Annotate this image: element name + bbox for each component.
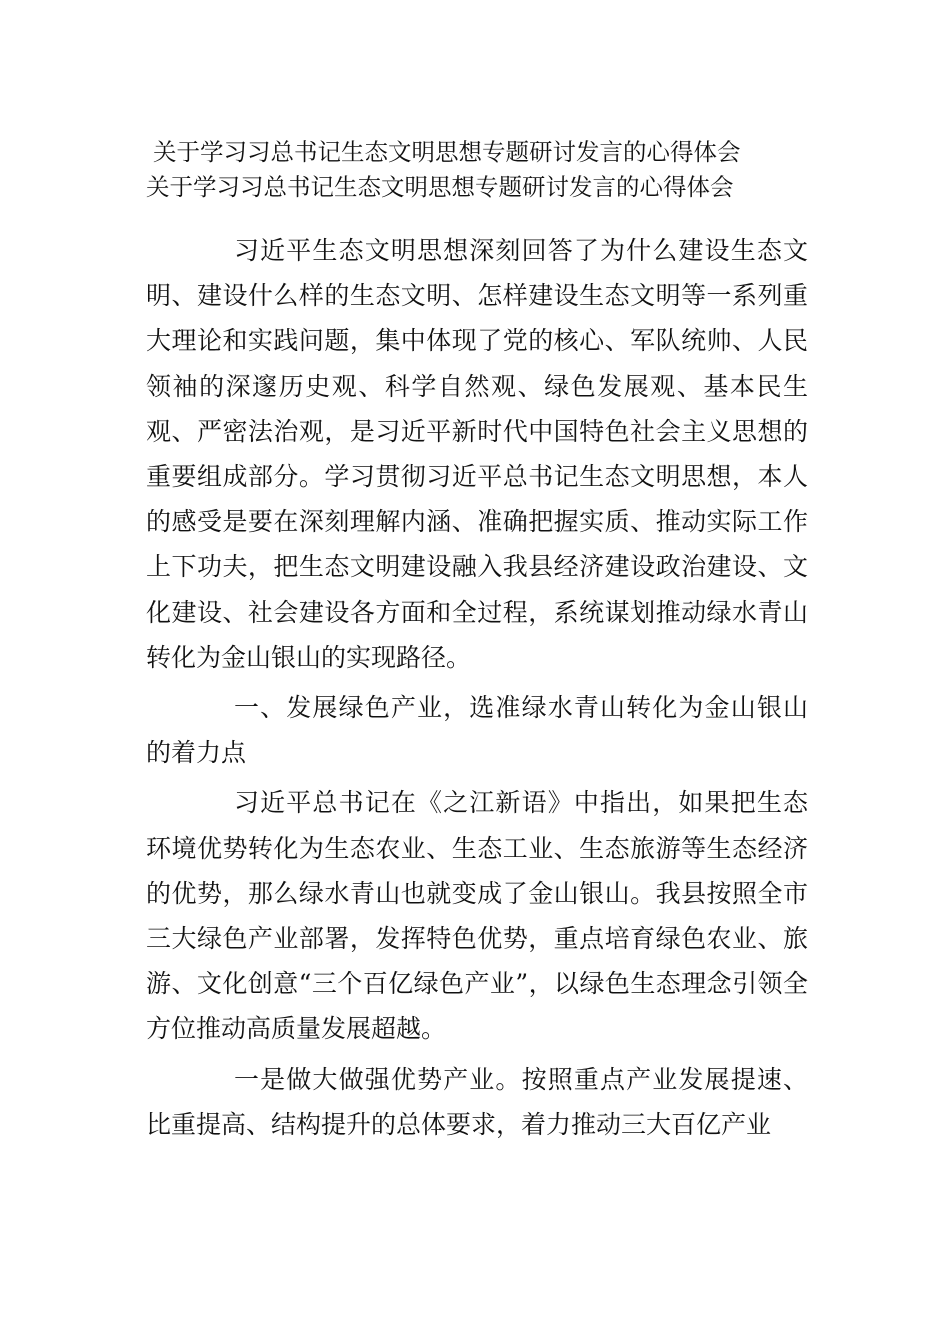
document-title-repeat: 关于学习习总书记生态文明思想专题研讨发言的心得体会	[146, 173, 734, 201]
document-body	[146, 228, 808, 1147]
paragraph-section-1: 习近平总书记在《之江新语》中指出，如果把生态环境优势转化为生态农业、生态工业、生态旅游等生态经济的优势，那么绿水青山也就变成了金山银山。我县按照全市三大绿色产业部署，发挥特色优势，重点培育绿色农业、旅游、文化创意“三个百亿绿色产业”，以绿色生态理念引领全方位推动高质量发展超越。	[146, 788, 808, 1044]
document-title: 关于学习习总书记生态文明思想专题研讨发言的心得体会	[153, 138, 741, 166]
paragraph-intro: 习近平生态文明思想深刻回答了为什么建设生态文明、建设什么样的生态文明、怎样建设生态文明等一系列重大理论和实践问题，集中体现了党的核心、军队统帅、人民领袖的深邃历史观、科学自然观、绿色发展观、基本民生观、严密法治观，是习近平新时代中国特色社会主义思想的重要组成部分。学习贯彻习近平总书记生态文明思想，本人的感受是要在深刻理解内涵、准确把握实质、推动实际工作上下功夫，把生态文明建设融入我县经济建设政治建设、文化建设、社会建设各方面和全过程，系统谋划推动绿水青山转化为金山银山的实现路径。	[146, 236, 808, 672]
paragraph-point-1: 一是做大做强优势产业。按照重点产业发展提速、比重提高、结构提升的总体要求，着力推动三大百亿产业	[146, 1064, 808, 1139]
section-heading-1: 一、发展绿色产业，选准绿水青山转化为金山银山的着力点	[146, 693, 808, 768]
